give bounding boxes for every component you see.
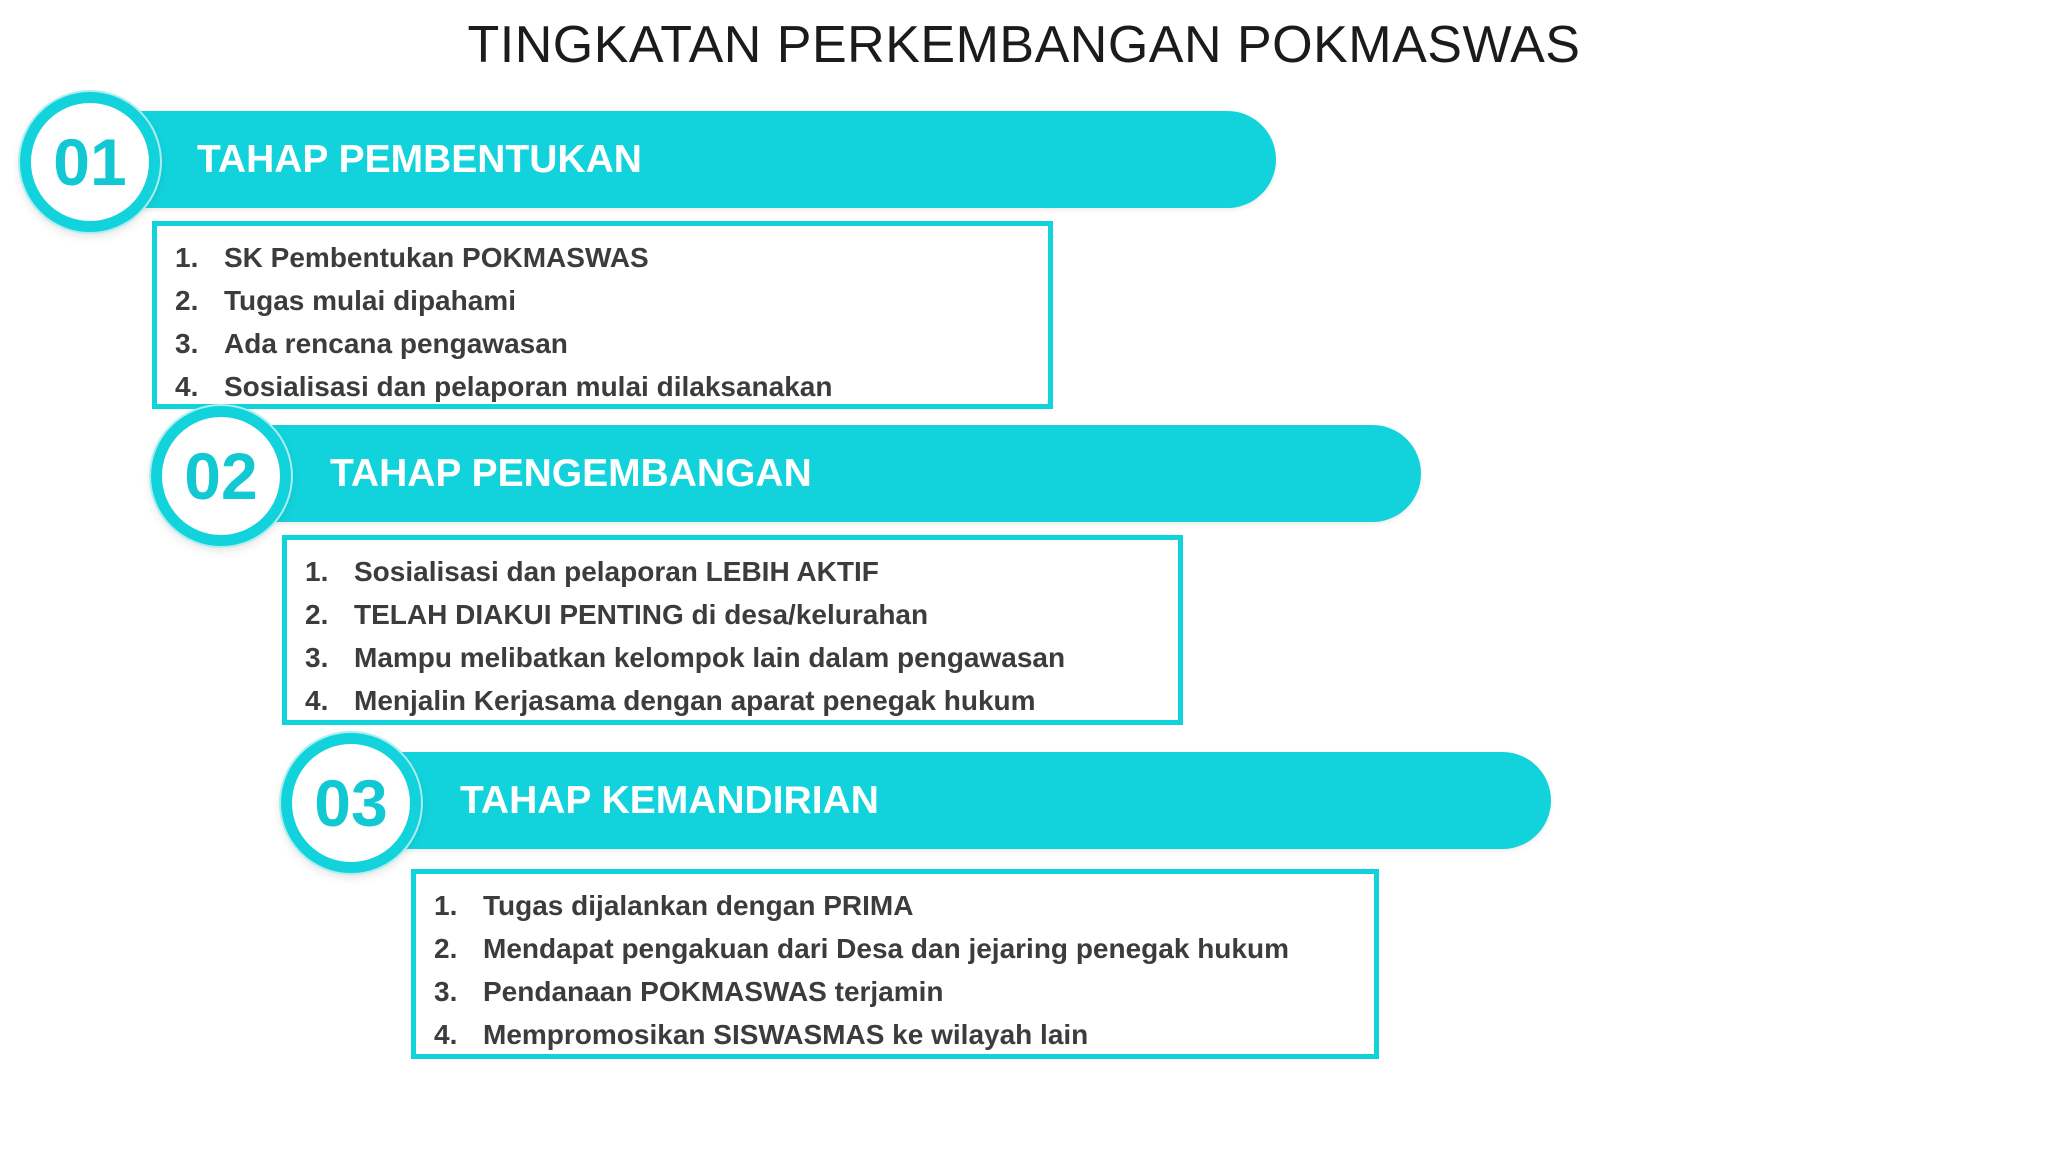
stage-2-label: TAHAP PENGEMBANGAN <box>330 452 812 495</box>
list-item-text: SK Pembentukan POKMASWAS <box>224 242 649 273</box>
list-item-text: Tugas mulai dipahami <box>224 285 516 316</box>
list-item-text: Ada rencana pengawasan <box>224 328 568 359</box>
stage-3-list <box>411 869 1379 1059</box>
list-item-text: Mempromosikan SISWASMAS ke wilayah lain <box>483 1019 1089 1050</box>
stage-1-label: TAHAP PEMBENTUKAN <box>197 138 642 181</box>
stage-3-number-badge: 03 <box>281 733 421 873</box>
list-item-text: Sosialisasi dan pelaporan LEBIH AKTIF <box>354 556 879 587</box>
list-item-text: Mampu melibatkan kelompok lain dalam pengawasan <box>354 642 1066 673</box>
list-item-number: 2. <box>305 599 329 630</box>
list-item-number: 3. <box>434 976 458 1007</box>
list-item-number: 1. <box>305 556 329 587</box>
list-item-text: Tugas dijalankan dengan PRIMA <box>483 890 914 921</box>
stage-2-list <box>282 535 1183 725</box>
list-item-text: Sosialisasi dan pelaporan mulai dilaksanakan <box>224 371 833 402</box>
list-item-number: 2. <box>175 285 199 316</box>
page-title: TINGKATAN PERKEMBANGAN POKMASWAS <box>467 16 1581 74</box>
list-item-text: Menjalin Kerjasama dengan aparat penegak hukum <box>354 685 1036 716</box>
stage-3-label: TAHAP KEMANDIRIAN <box>460 779 879 822</box>
list-item-number: 4. <box>305 685 329 716</box>
list-item-text: Pendanaan POKMASWAS terjamin <box>483 976 944 1007</box>
list-item-number: 1. <box>434 890 458 921</box>
list-item-text: TELAH DIAKUI PENTING di desa/kelurahan <box>354 599 929 630</box>
stage-1-list <box>152 221 1053 409</box>
stage-1-number-badge: 01 <box>20 92 160 232</box>
stage-2-number-badge: 02 <box>151 406 291 546</box>
list-item-number: 2. <box>434 933 458 964</box>
list-item-number: 1. <box>175 242 199 273</box>
list-item-number: 3. <box>305 642 329 673</box>
list-item-number: 3. <box>175 328 199 359</box>
list-item-number: 4. <box>175 371 199 402</box>
list-item-text: Mendapat pengakuan dari Desa dan jejaring penegak hukum <box>483 933 1289 964</box>
list-item-number: 4. <box>434 1019 458 1050</box>
